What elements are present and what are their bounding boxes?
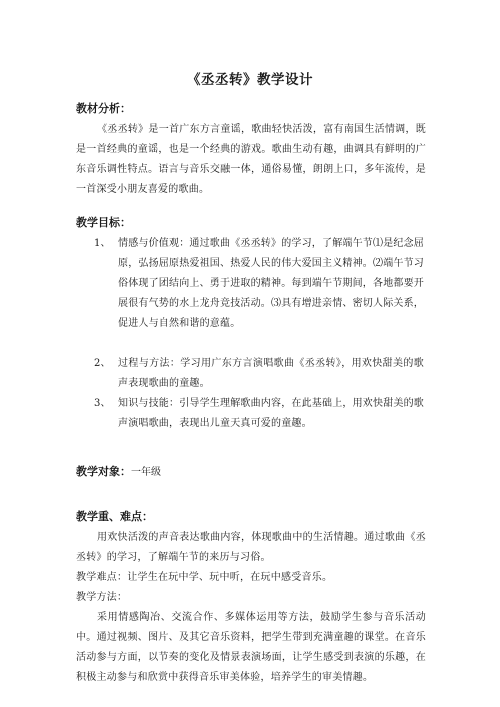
goal-item-2 (94, 354, 424, 394)
keypoints-heading: 教学重、难点： (76, 510, 153, 523)
target-heading: 教学对象： (76, 465, 131, 478)
difficulty-line: 教学难点：让学生在玩中学、玩中听，在玩中感受音乐。 (76, 572, 333, 583)
goal-item-text: 情感与价值观：通过歌曲《丞丞转》的学习，了解端午节⑴是纪念屈原，弘扬屈原热爱祖国、热爱人民的伟大爱国主义精神。⑵端午节习俗体现了团结向上、勇于进取的精神。每到端午节期间，各地都要开展很有气势的水上龙舟竞技活动。⑶具有增进亲情、密切人际关系，促进人与自然和谐的意蕴。 (118, 238, 424, 329)
target-line (76, 462, 161, 483)
keypoints-paragraph: 用欢快活泼的声音表达歌曲内容，体现歌曲中的生活情趣。通过歌曲《丞丞转》的学习，了解端午节的来历与习俗。 (76, 532, 426, 563)
target-value: 一年级 (131, 467, 161, 478)
goal-item-number: 1、 (94, 238, 111, 249)
goal-item-1 (94, 234, 424, 334)
goal-item-number: 3、 (94, 398, 111, 409)
goal-item-3 (94, 394, 424, 434)
material-heading: 教材分析： (76, 102, 131, 115)
goal-item-text: 知识与技能：引导学生理解歌曲内容，在此基础上，用欢快甜美的歌声演唱歌曲，表现出儿童天真可爱的童趣。 (118, 398, 424, 429)
document-title: 《丞丞转》教学设计 (187, 72, 313, 88)
goal-item-text: 过程与方法：学习用广东方言演唱歌曲《丞丞转》，用欢快甜美的歌声表现歌曲的童趣。 (118, 358, 424, 389)
goals-heading: 教学目标： (76, 216, 131, 229)
methods-label: 教学方法： (76, 592, 128, 603)
methods-paragraph: 采用情感陶冶、交流合作、多媒体运用等方法，鼓励学生参与音乐活动中。通过视频、图片、及其它音乐资料，把学生带到充满童趣的课堂。在音乐活动参与方面，以节奏的变化及情景表演场面，让学生感受到表演的乐趣，在积极主动参与和欣赏中获得音乐审美体验，培养学生的审美情趣。 (76, 612, 426, 683)
material-paragraph: 《丞丞转》是一首广东方言童谣，歌曲轻快活泼，富有南国生活情调，既是一首经典的童谣，也是一个经典的游戏。歌曲生动有趣，曲调具有鲜明的广东音乐调性特点。语言与音乐交融一体，通俗易懂，朗朗上口，多年流传，是一首深受小朋友喜爱的歌曲。 (76, 124, 426, 195)
goal-item-number: 2、 (94, 358, 111, 369)
